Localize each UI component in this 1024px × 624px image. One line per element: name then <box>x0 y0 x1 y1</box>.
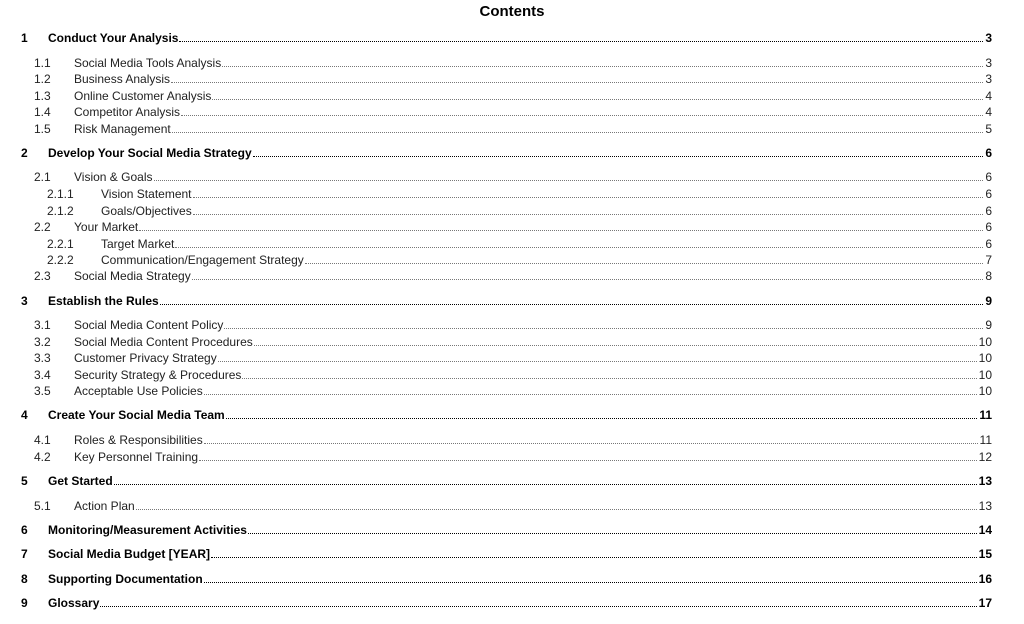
toc-entry-label[interactable]: Conduct Your Analysis <box>48 31 179 45</box>
toc-entry[interactable] <box>0 220 1024 236</box>
toc-entry[interactable] <box>0 523 1024 539</box>
toc-entry-label[interactable]: Competitor Analysis <box>74 105 181 119</box>
dot-leader <box>204 433 978 444</box>
toc-entry-page-number[interactable]: 4 <box>985 105 992 119</box>
toc-entry-number: 3.4 <box>34 368 51 382</box>
toc-entry-page-number[interactable]: 6 <box>985 237 992 251</box>
toc-entry[interactable] <box>0 294 1024 310</box>
toc-entry-number: 2.3 <box>34 269 51 283</box>
toc-entry-number: 7 <box>21 547 28 561</box>
toc-entry-page-number[interactable]: 3 <box>985 56 992 70</box>
dot-leader <box>211 547 977 558</box>
toc-entry-page-number[interactable]: 5 <box>985 122 992 136</box>
toc-entry-label[interactable]: Online Customer Analysis <box>74 89 212 103</box>
toc-entry-page-number[interactable]: 12 <box>978 450 992 464</box>
toc-entry-number: 2.2.1 <box>47 237 74 251</box>
toc-entry[interactable] <box>0 384 1024 400</box>
dot-leader <box>305 253 983 264</box>
dot-leader <box>242 368 977 379</box>
toc-entry-number: 1.3 <box>34 89 51 103</box>
toc-entry[interactable] <box>0 187 1024 203</box>
toc-entry[interactable] <box>0 547 1024 563</box>
toc-entry-number: 4.2 <box>34 450 51 464</box>
toc-entry-page-number[interactable]: 6 <box>985 187 992 201</box>
dot-leader <box>114 474 977 485</box>
toc-entry[interactable] <box>0 499 1024 515</box>
toc-entry-label[interactable]: Customer Privacy Strategy <box>74 351 217 365</box>
toc-entry[interactable] <box>0 335 1024 351</box>
toc-entry-page-number[interactable]: 17 <box>978 596 992 610</box>
toc-entry-number: 1.2 <box>34 72 51 86</box>
toc-entry-label[interactable]: Supporting Documentation <box>48 572 203 586</box>
toc-entry-label[interactable]: Establish the Rules <box>48 294 159 308</box>
toc-entry-number: 1.5 <box>34 122 51 136</box>
toc-entry-number: 2.2 <box>34 220 51 234</box>
toc-entry[interactable] <box>0 351 1024 367</box>
dot-leader <box>224 318 983 329</box>
toc-entry-page-number[interactable]: 3 <box>985 31 992 45</box>
dot-leader <box>172 122 983 133</box>
toc-entry-number: 3.5 <box>34 384 51 398</box>
toc-entry[interactable] <box>0 408 1024 424</box>
toc-entry-label[interactable]: Action Plan <box>74 499 135 513</box>
toc-entry-page-number[interactable]: 4 <box>985 89 992 103</box>
toc-entry[interactable] <box>0 56 1024 72</box>
toc-entry-number: 3.2 <box>34 335 51 349</box>
toc-entry-label[interactable]: Social Media Budget [YEAR] <box>48 547 211 561</box>
toc-entry-number: 1.4 <box>34 105 51 119</box>
dot-leader <box>199 450 977 461</box>
toc-entry-number: 5 <box>21 474 28 488</box>
toc-entry[interactable] <box>0 474 1024 490</box>
toc-entry-page-number[interactable]: 14 <box>978 523 992 537</box>
toc-entry-label[interactable]: Roles & Responsibilities <box>74 433 203 447</box>
dot-leader <box>193 204 983 215</box>
toc-entry-label[interactable]: Goals/Objectives <box>101 204 192 218</box>
dot-leader <box>175 237 983 248</box>
dot-leader <box>171 72 983 83</box>
toc-entry-label[interactable]: Develop Your Social Media Strategy <box>48 146 252 160</box>
dot-leader <box>154 170 983 181</box>
dot-leader <box>248 523 977 534</box>
toc-entry-number: 4.1 <box>34 433 51 447</box>
toc-entry-page-number[interactable]: 10 <box>978 368 992 382</box>
dot-leader <box>181 105 983 116</box>
toc-entry[interactable] <box>0 368 1024 384</box>
toc-entry-page-number[interactable]: 6 <box>985 220 992 234</box>
toc-entry[interactable] <box>0 318 1024 334</box>
toc-entry-page-number[interactable]: 6 <box>985 204 992 218</box>
toc-entry-number: 6 <box>21 523 28 537</box>
dot-leader <box>179 31 983 42</box>
toc-entry[interactable] <box>0 170 1024 186</box>
toc-entry-label[interactable]: Social Media Tools Analysis <box>74 56 222 70</box>
toc-entry[interactable] <box>0 105 1024 121</box>
toc-entry-label[interactable]: Social Media Content Procedures <box>74 335 253 349</box>
toc-entry-page-number[interactable]: 10 <box>978 335 992 349</box>
toc-entry-label[interactable]: Social Media Content Policy <box>74 318 224 332</box>
toc-entry-page-number[interactable]: 16 <box>978 572 992 586</box>
toc-entry-number: 2.1.1 <box>47 187 74 201</box>
toc-entry-number: 1.1 <box>34 56 51 70</box>
toc-entry-page-number[interactable]: 10 <box>978 351 992 365</box>
toc-entry-page-number[interactable]: 11 <box>979 433 992 447</box>
toc-entry[interactable] <box>0 253 1024 269</box>
dot-leader <box>100 596 977 607</box>
toc-entry[interactable] <box>0 204 1024 220</box>
toc-entry-page-number[interactable]: 9 <box>985 318 992 332</box>
toc-entry-number: 2.2.2 <box>47 253 74 267</box>
toc-entry[interactable] <box>0 89 1024 105</box>
toc-entry-number: 9 <box>21 596 28 610</box>
toc-entry-label[interactable]: Acceptable Use Policies <box>74 384 203 398</box>
toc-entry[interactable] <box>0 596 1024 612</box>
toc-entry-page-number[interactable]: 13 <box>978 499 992 513</box>
toc-entry-label[interactable]: Get Started <box>48 474 113 488</box>
toc-entry[interactable] <box>0 146 1024 162</box>
toc-entry[interactable] <box>0 72 1024 88</box>
toc-entry-label[interactable]: Business Analysis <box>74 72 171 86</box>
toc-entry-label[interactable]: Monitoring/Measurement Activities <box>48 523 247 537</box>
toc-entry-page-number[interactable]: 6 <box>985 146 992 160</box>
toc-entry-page-number[interactable]: 15 <box>978 547 992 561</box>
toc-entry-number: 3 <box>21 294 28 308</box>
toc-entry-label[interactable]: Risk Management <box>74 122 171 136</box>
toc-entry-label[interactable]: Create Your Social Media Team <box>48 408 225 422</box>
dot-leader <box>139 220 983 231</box>
toc-entry-number: 3.3 <box>34 351 51 365</box>
dot-leader <box>226 408 977 419</box>
dot-leader <box>204 384 977 395</box>
toc-entry-label[interactable]: Your Market <box>74 220 139 234</box>
toc-entry[interactable] <box>0 237 1024 253</box>
dot-leader <box>254 335 977 346</box>
toc-entry-label[interactable]: Glossary <box>48 596 100 610</box>
toc-entry-label[interactable]: Vision Statement <box>101 187 192 201</box>
toc-entry-label[interactable]: Communication/Engagement Strategy <box>101 253 304 267</box>
toc-entry-number: 1 <box>21 31 28 45</box>
toc-entry-number: 3.1 <box>34 318 51 332</box>
toc-entry-number: 2 <box>21 146 28 160</box>
toc-entry-page-number[interactable]: 10 <box>978 384 992 398</box>
toc-entry-page-number[interactable]: 3 <box>985 72 992 86</box>
toc-entry-number: 2.1 <box>34 170 51 184</box>
dot-leader <box>192 269 983 280</box>
toc-entry[interactable] <box>0 433 1024 449</box>
toc-entry[interactable] <box>0 450 1024 466</box>
toc-entry-number: 5.1 <box>34 499 51 513</box>
toc-entry-page-number[interactable]: 11 <box>979 408 992 422</box>
dot-leader <box>218 351 977 362</box>
toc-entry-page-number[interactable]: 9 <box>985 294 992 308</box>
toc-entry[interactable] <box>0 31 1024 47</box>
toc-entry-label[interactable]: Security Strategy & Procedures <box>74 368 242 382</box>
toc-entry-label[interactable]: Social Media Strategy <box>74 269 191 283</box>
toc-entry-page-number[interactable]: 6 <box>985 170 992 184</box>
dot-leader <box>193 187 983 198</box>
dot-leader <box>212 89 983 100</box>
toc-entry-number: 8 <box>21 572 28 586</box>
toc-entry-page-number[interactable]: 13 <box>978 474 992 488</box>
toc-entry-label[interactable]: Target Market <box>101 237 175 251</box>
toc-entry[interactable] <box>0 572 1024 588</box>
toc-entry-page-number[interactable]: 8 <box>985 269 992 283</box>
toc-entry-number: 4 <box>21 408 28 422</box>
toc-entry-label[interactable]: Vision & Goals <box>74 170 153 184</box>
dot-leader <box>136 499 977 510</box>
dot-leader <box>160 294 983 305</box>
dot-leader <box>253 146 983 157</box>
toc-entry[interactable] <box>0 122 1024 138</box>
toc-entry-page-number[interactable]: 7 <box>985 253 992 267</box>
dot-leader <box>222 56 983 67</box>
dot-leader <box>204 572 977 583</box>
toc-title: Contents <box>479 3 545 20</box>
toc-entry-number: 2.1.2 <box>47 204 74 218</box>
toc-entry[interactable] <box>0 269 1024 285</box>
toc-entry-label[interactable]: Key Personnel Training <box>74 450 199 464</box>
